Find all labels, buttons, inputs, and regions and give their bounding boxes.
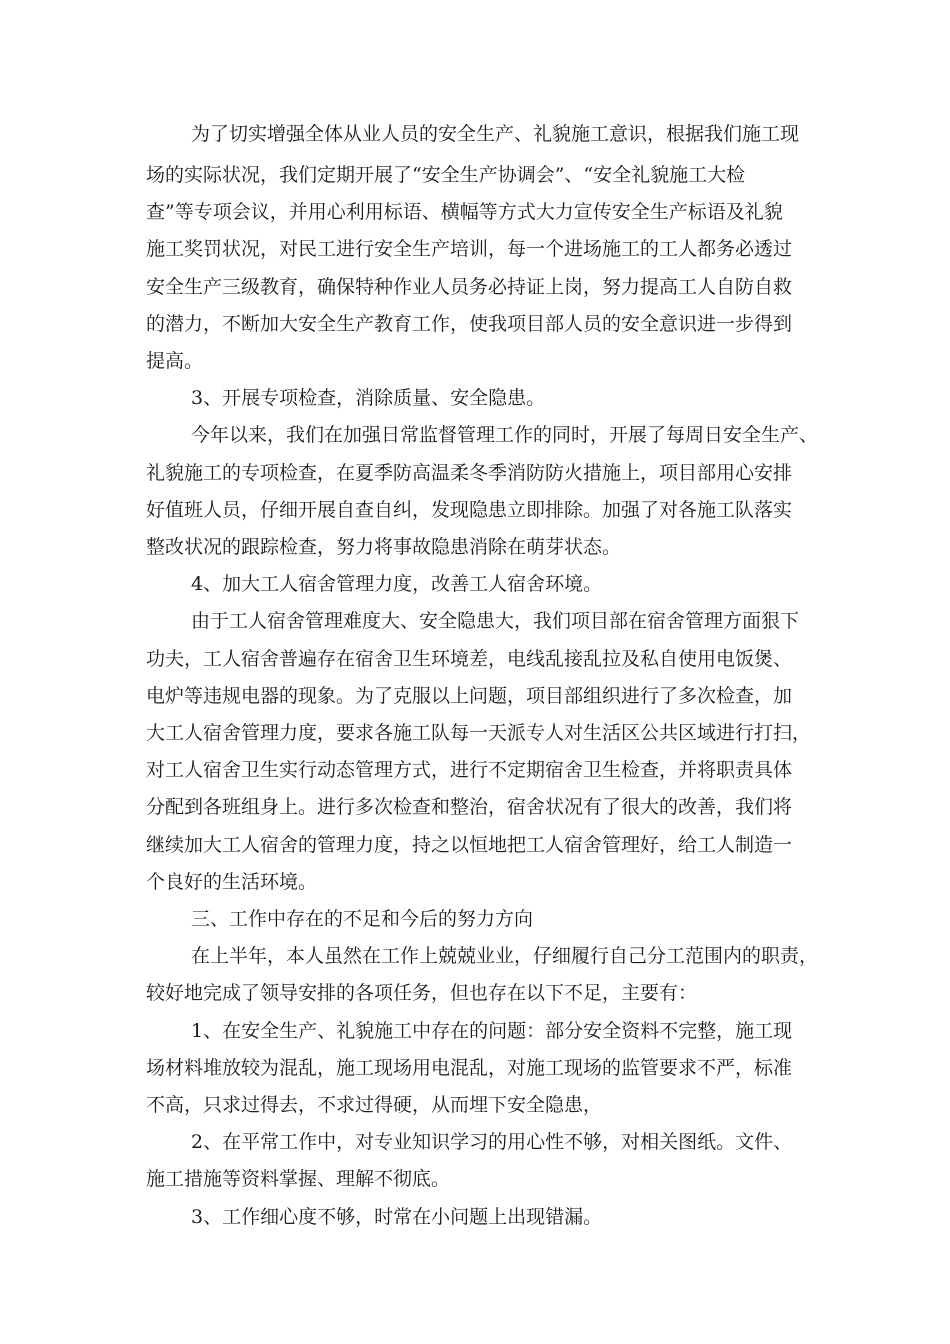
paragraph-line: 好值班人员，仔细开展自查自纠，发现隐患立即排除。加强了对各施工队落实 xyxy=(146,499,793,521)
section-heading: 3、开展专项检查，消除质量、安全隐患。 xyxy=(191,387,546,409)
paragraph-line: 个良好的生活环境。 xyxy=(146,871,318,893)
paragraph-line: 大工人宿舍管理力度，要求各施工队每一天派专人对生活区公共区域进行打扫， xyxy=(146,722,812,744)
paragraph-line: 的潜力，不断加大安全生产教育工作，使我项目部人员的安全意识进一步得到 xyxy=(146,313,793,335)
paragraph-line: 由于工人宿舍管理难度大、安全隐患大，我们项目部在宿舍管理方面狠下 xyxy=(191,610,800,632)
paragraph-line: 安全生产三级教育，确保特种作业人员务必持证上岗，努力提高工人自防自救 xyxy=(146,276,793,298)
paragraph-line: 2、在平常工作中，对专业知识学习的用心性不够，对相关图纸。文件、 xyxy=(191,1131,793,1153)
paragraph-line: 整改状况的跟踪检查，努力将事故隐患消除在萌芽状态。 xyxy=(146,536,622,558)
paragraph-line: 查”等专项会议，并用心利用标语、横幅等方式大力宣传安全生产标语及礼貌 xyxy=(146,201,783,223)
paragraph-line: 功夫，工人宿舍普遍存在宿舍卫生环境差，电线乱接乱拉及私自使用电饭煲、 xyxy=(146,648,793,670)
paragraph-line: 较好地完成了领导安排的各项任务，但也存在以下不足，主要有： xyxy=(146,982,698,1004)
paragraph-line: 继续加大工人宿舍的管理力度，持之以恒地把工人宿舍管理好，给工人制造一 xyxy=(146,834,793,856)
paragraph-line: 提高。 xyxy=(146,350,204,372)
paragraph-line: 3、工作细心度不够，时常在小问题上出现错漏。 xyxy=(191,1206,603,1228)
paragraph-line: 1、在安全生产、礼貌施工中存在的问题：部分安全资料不完整，施工现 xyxy=(191,1020,793,1042)
paragraph-line: 分配到各班组身上。进行多次检查和整治，宿舍状况有了很大的改善，我们将 xyxy=(146,796,793,818)
paragraph-line: 今年以来，我们在加强日常监督管理工作的同时，开展了每周日安全生产、 xyxy=(191,424,819,446)
section-heading: 4、加大工人宿舍管理力度，改善工人宿舍环境。 xyxy=(191,573,603,595)
paragraph-line: 场的实际状况，我们定期开展了“安全生产协调会”、“安全礼貌施工大检 xyxy=(146,164,746,186)
paragraph-line: 在上半年，本人虽然在工作上兢兢业业，仔细履行自己分工范围内的职责， xyxy=(191,945,819,967)
section-heading: 三、工作中存在的不足和今后的努力方向 xyxy=(191,908,534,930)
paragraph-line: 施工措施等资料掌握、理解不彻底。 xyxy=(146,1168,451,1190)
paragraph-line: 不高，只求过得去，不求过得硬，从而埋下安全隐患， xyxy=(146,1094,603,1116)
paragraph-line: 对工人宿舍卫生实行动态管理方式，进行不定期宿舍卫生检查，并将职责具体 xyxy=(146,759,793,781)
paragraph-line: 电炉等违规电器的现象。为了克服以上问题，项目部组织进行了多次检查，加 xyxy=(146,685,793,707)
paragraph-line: 礼貌施工的专项检查，在夏季防高温柔冬季消防防火措施上，项目部用心安排 xyxy=(146,462,793,484)
paragraph-line: 为了切实增强全体从业人员的安全生产、礼貌施工意识，根据我们施工现 xyxy=(191,123,800,145)
paragraph-line: 施工奖罚状况，对民工进行安全生产培训，每一个进场施工的工人都务必透过 xyxy=(146,238,793,260)
paragraph-line: 场材料堆放较为混乱，施工现场用电混乱，对施工现场的监管要求不严，标准 xyxy=(146,1057,793,1079)
